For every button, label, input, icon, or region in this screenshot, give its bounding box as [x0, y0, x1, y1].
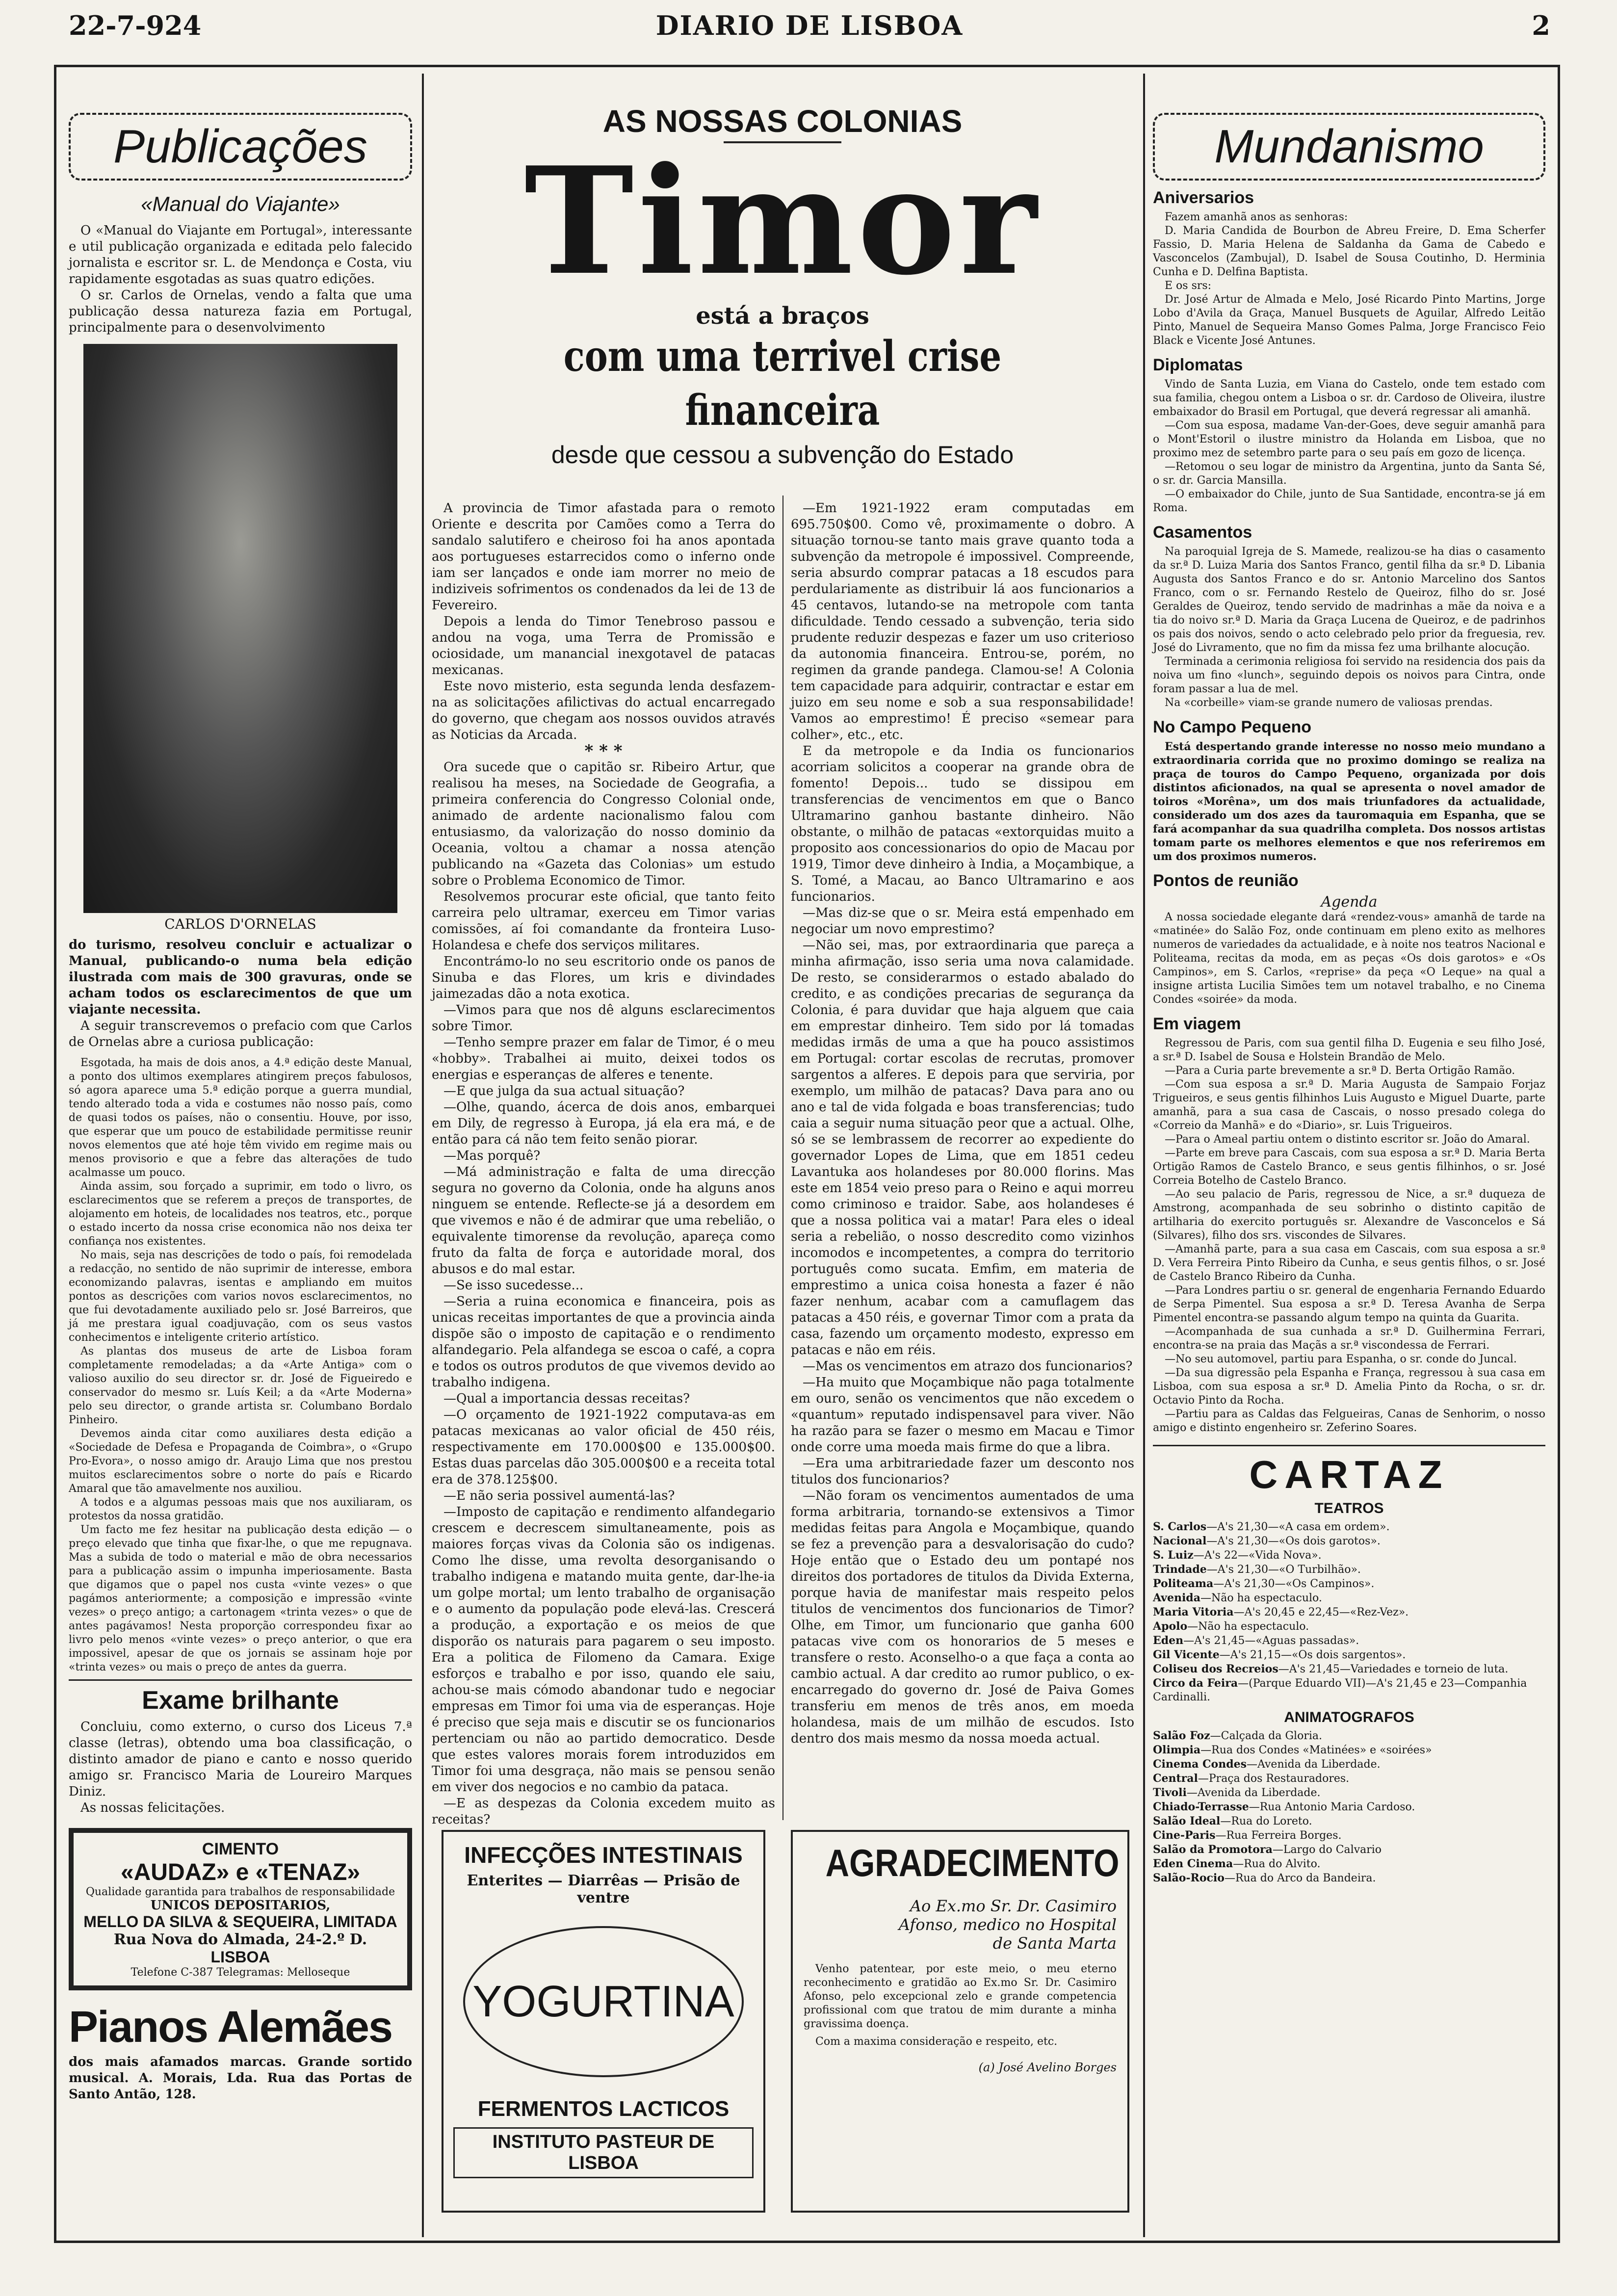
social-paragraph: —Ao seu palacio de Paris, regressou de Nice, a sr.ª duqueza de Amstrong, acompanhada de seu sobrinho o distinto capitão de artilharia do exercito português sr. Alexandre de Vasconcelos e Sá (Silvares), filho dos srs. viscondes de Silvares.	[1153, 1188, 1545, 1242]
listing-venue: S. Luiz	[1153, 1549, 1194, 1562]
article-paragraph: —E as despezas da Colonia excedem muito as receitas?	[432, 1796, 775, 1827]
listing-info: —A's 21,30—«A casa em ordem».	[1206, 1521, 1390, 1533]
listing-info: —Largo do Calvario	[1272, 1844, 1382, 1856]
article-paragraph: —Se isso sucedesse...	[443, 1278, 584, 1293]
photo-caption: CARLOS D'ORNELAS	[164, 916, 316, 932]
social-paragraph: —Da sua digressão pela Espanha e França, regressou à sua casa em Lisboa, com sua esposa a sr.ª D. Amelia Pinto da Rocha, o sr. dr. Octavio Pinto da Rocha.	[1153, 1367, 1545, 1407]
listing-venue: Salão Foz	[1153, 1729, 1210, 1742]
listing-venue: Cinema Condes	[1153, 1758, 1247, 1771]
ad-line: Qualidade garantida para trabalhos de responsabilidade	[85, 1886, 395, 1898]
mundanismo-banner: Mundanismo	[1153, 113, 1545, 181]
issue-date: 22-7-924	[69, 10, 202, 41]
article-paragraph: Depois a lenda do Timor Tenebroso passou e andou na voga, uma Terra de Promissão e ociosidade, um manancial inexgotavel de patacas mexicanas.	[432, 614, 775, 678]
manual-paragraph: O sr. Carlos de Ornelas, vendo a falta que uma publicação dessa natureza fazia em Portugal, principalmente para o desenvolvimento	[69, 288, 412, 335]
listing-info: —A's 21,30—«Os dois garotos».	[1206, 1535, 1381, 1547]
listing-row	[1153, 1577, 1545, 1591]
social-paragraph: —Com sua esposa, madame Van-der-Goes, deve seguir amanhã para o Mont'Estoril o ilustre ministro da Holanda em Lisboa, que no proximo mez de setembro parte para o seu país em gozo de licença.	[1153, 419, 1545, 459]
listing-venue: Coliseu dos Recreios	[1153, 1663, 1278, 1675]
listing-info: —Rua do Arco da Bandeira.	[1224, 1872, 1376, 1884]
listing-info: —A's 21,45—Variedades e torneio de luta.	[1278, 1663, 1509, 1675]
agrad-sign: (a) José Avelino Borges	[978, 2061, 1117, 2074]
preface-paragraph: Um facto me fez hesitar na publicação desta edição — o preço elevado que tinha que fixar-lhe, o que me repugnava. Mas a subida de todo o material e mão de obra necessarios para a publicação assim o impunha imperiosamente. Basta que digamos que o papel nos custa «vinte vezes» o que pagámos anteriormente; a composição e impressão «vinte vezes» o preço antigo; a cartonagem «trinta vezes» o que de antes pagávamos! Nesta proporção correspondeu fixar ao livro pelo menos «vinte vezes» o preço anterior, o que era impossivel, apesar de que os jornais se assinam hoje por «trinta vezes» ou mais o preço de antes da guerra.	[69, 1524, 412, 1673]
ad-line: Rua Nova do Almada, 24-2.º D.	[113, 1931, 367, 1948]
section-heading: Pontos de reunião	[1153, 871, 1299, 890]
social-paragraph: —Retomou o seu logar de ministro da Argentina, junto da Santa Sé, o sr. dr. Garcia Mansilla.	[1153, 461, 1545, 487]
listing-row	[1153, 1520, 1545, 1534]
portrait-photo	[83, 344, 397, 913]
preface-paragraph: As plantas dos museus de arte de Lisboa foram completamente remodeladas; a da «Arte Antiga» com o valioso auxilio do seu director sr. dr. José de Figueiredo e conservador do mesmo sr. Luís Keil; a da «Arte Moderna» pelo seu director, o grande artista sr. Columbano Bordalo Pinheiro.	[69, 1345, 412, 1426]
listing-info: —Rua do Alvito.	[1233, 1858, 1321, 1870]
newspaper-name: DIARIO DE LISBOA	[655, 10, 964, 41]
social-paragraph: —O embaixador do Chile, junto de Sua Santidade, encontra-se já em Roma.	[1153, 488, 1545, 514]
listing-row	[1153, 1800, 1545, 1814]
listing-venue: Trindade	[1153, 1563, 1207, 1576]
pianos-title: Pianos Alemães	[69, 2003, 392, 2052]
article-paragraph: —E que julga da sua actual situação?	[443, 1084, 685, 1098]
listing-info: —Avenida da Liberdade.	[1247, 1758, 1381, 1771]
section-stars: * * *	[584, 741, 623, 761]
exam-title: Exame brilhante	[142, 1686, 339, 1715]
article-paragraph: —Imposto de capitação e rendimento alfandegario crescem e decrescem simultaneamente, pois as maiores forças vivas da Colonia são os indigenas. Como lhe disse, uma revolta desorganisando o trabalho indigena e matando muita gente, dar-lhe-ia um golpe mortal; um lento trabalho de organisação e o aumento da população pode elevá-las. Crescerá a produção, a exportação e os meios de que disporão os naturais para pagarem o seu imposto. Era a politica de Filomeno da Camara. Exige esforços e trabalho e por isso, quando ele saiu, achou-se mais cómodo abandonar tudo e negociar empresas em Timor foi uma via de esperanças. Hoje é preciso que seja mais e discutir se os funcionarios pertenciam ou não ao partido democratico. Desde que estes valores morais forem introduzidos em Timor foi uma desgraça, não mais se pensou senão em viver dos negocios e no cambio da pataca.	[432, 1505, 775, 1795]
headline-sub2: com uma terrivel crise financeira	[563, 332, 1002, 435]
ad-cimento	[69, 1828, 412, 1990]
listing-row	[1153, 1605, 1545, 1619]
social-paragraph: —Com sua esposa a sr.ª D. Maria Augusta de Sampaio Forjaz Trigueiros, e seus gentis filhinhos Luis Augusto e Miguel Duarte, parte amanhã, para a sua casa de Cascais, o nosso presado colega do «Correio da Manhã» e do «Diario», sr. Luis Trigueiros.	[1153, 1078, 1545, 1132]
listing-venue: Chiado-Terrasse	[1153, 1800, 1249, 1813]
divider	[69, 1679, 412, 1681]
listing-venue: Salão Ideal	[1153, 1815, 1221, 1827]
social-paragraph: Terminada a cerimonia religiosa foi servido na residencia dos pais da noiva um fino «lunch», seguindo depois os noivos para Cintra, onde foram passar a lua de mel.	[1153, 655, 1545, 695]
listing-venue: Eden	[1153, 1634, 1184, 1647]
listing-row	[1153, 1828, 1545, 1843]
agrad-close: Com a maxima consideração e respeito, etc.	[815, 2035, 1058, 2048]
ad-line: Enterites — Diarrêas — Prisão de ventre	[467, 1872, 740, 1906]
exam-sign: As nossas felicitações.	[80, 1800, 225, 1815]
ad-line: UNICOS DEPOSITARIOS,	[150, 1898, 331, 1913]
publicacoes-banner: Publicações	[69, 113, 412, 181]
listing-venue: Cine-Paris	[1153, 1829, 1216, 1842]
listing-venue: Apolo	[1153, 1620, 1188, 1633]
ad-line: MELLO DA SILVA & SEQUEIRA, LIMITADA	[83, 1913, 397, 1931]
agrad-body: Venho patentear, por este meio, o meu eterno reconhecimento e gratidão ao Ex.mo Sr. Dr. Casimiro Afonso, pelo excepcional zelo e grande competencia profissional com que tratou de mim durante a minha gravissima doença.	[804, 1963, 1117, 2030]
kicker: AS NOSSAS COLONIAS	[602, 104, 963, 139]
listing-venue: Eden Cinema	[1153, 1857, 1233, 1870]
listing-row	[1153, 1676, 1545, 1704]
listing-info: —A's 21,45—«Aguas passadas».	[1183, 1635, 1359, 1647]
listing-row	[1153, 1563, 1545, 1577]
listing-row	[1153, 1648, 1545, 1662]
article-paragraph: Este novo misterio, esta segunda lenda desfazem-na as solicitações afilictivas do actual encarregado do governo, que chegam aos nossos ouvidos através as Noticias da Arcada.	[432, 679, 775, 742]
listing-venue: Circo da Feira	[1153, 1677, 1238, 1690]
manual-paragraph: A seguir transcrevemos o prefacio com que Carlos de Ornelas abre a curiosa publicação:	[69, 1018, 412, 1049]
headline-sub1: está a braços	[696, 302, 869, 330]
manual-title: «Manual do Viajante»	[141, 192, 340, 215]
ad-brand: YOGURTINA	[463, 1926, 744, 2077]
listing-venue: Salão da Promotora	[1153, 1843, 1273, 1856]
social-paragraph: D. Maria Candida de Bourbon de Abreu Freire, D. Ema Scherfer Fassio, D. Maria Helena de Saldanha da Gama de Cabedo e Vasconcelos (Zambujal), D. Isabel de Sousa Coutinho, D. Herminia Cunha e D. Delfina Baptista.	[1153, 225, 1545, 278]
article-column-2	[791, 500, 1134, 1815]
agrad-to: de Santa Marta	[992, 1934, 1117, 1953]
article-paragraph: —E não seria possivel aumentá-las?	[443, 1488, 675, 1503]
animatografos-heading: ANIMATOGRAFOS	[1284, 1709, 1414, 1725]
social-paragraph: Vindo de Santa Luzia, em Viana do Castelo, onde tem estado com sua familia, chegou ontem a Lisboa o sr. dr. Cardoso de Oliveira, ilustre embaixador do Brasil em Portugal, que deverá regressar ali amanhã.	[1153, 378, 1545, 418]
listing-row	[1153, 1772, 1545, 1786]
ad-yogurtina	[442, 1830, 765, 2213]
article-paragraph: —O orçamento de 1921-1922 computava-as em patacas mexicanas ao valor oficial de 450 réis, respectivamente em 170.000$00 e 135.000$00. Estas duas parcelas dão 305.000$00 e a receita total era de 378.125$00.	[432, 1408, 775, 1487]
social-paragraph: E os srs:	[1165, 280, 1212, 292]
listing-venue: Salão-Rocio	[1153, 1872, 1225, 1884]
social-paragraph: —Partiu para as Caldas das Felgueiras, Canas de Senhorim, o nosso amigo e distinto engenheiro sr. Zeferino Soares.	[1153, 1408, 1545, 1434]
listing-venue: Nacional	[1153, 1535, 1207, 1547]
listing-row	[1153, 1534, 1545, 1548]
article-paragraph: Resolvemos procurar este oficial, que tanto feito carreira pelo ultramar, exerceu em Timor varias comissões, aí foi comandante da fronteira Luso-Holandesa e chefe dos serviços militares.	[432, 889, 775, 953]
article-paragraph: E da metropole e da India os funcionarios acorriam solicitos a cooperar na grande obra de fomento! Depois... tudo se dissipou em transferencias de vencimentos em que o Banco Ultramarino ganhou bastante dinheiro. Não obstante, o milhão de patacas «extorquidas muito a proposito aos concessionarios do opio de Macau por 1919, Timor deve dinheiro à India, a Moçambique, a S. Tomé, a Macau, ao Banco Ultramarino e aos funcionarios.	[791, 744, 1134, 904]
listing-venue: Tivoli	[1153, 1786, 1187, 1799]
ad-line: LISBOA	[210, 1948, 270, 1966]
ad-line: INSTITUTO PASTEUR DE LISBOA	[453, 2127, 754, 2178]
article-paragraph: —Não sei, mas, por extraordinaria que pareça a minha afirmação, isso seria uma nova calamidade. De resto, se considerarmos o estado abalado do credito, e as condições precarias de segurança da Colonia, é para duvidar que haja alguem que caia em emprestar dinheiro. Tem sido por lá tomadas medidas irmãs de uma a que ha pouco assistimos em Portugal: cortar escolas de recrutas, promover sargentos a alferes. E depois para que serviria, por exemplo, um milhão de patacas? Dava para ano ou ano e tal de vida folgada e boas transferencias; tudo caia a seguir numa situação peor que a actual. Olhe, só se se lembrassem de recorrer ao expediente do governador Lopes de Lima, que em 1851 cedeu Lavantuka aos holandeses por 80.000 florins. Mas este em 1854 veio preso para o Reino e aqui morreu como criminoso e traidor. Sabe, aos holandeses é que a nossa politica vai a matar! Para eles o ideal seria a rebelião, o nosso descredito como vizinhos incomodos e incompetentes, a compra do territorio português como sucata. Emfim, em materia de emprestimo a unica coisa honesta a fazer é não fazer nenhum, acabar com a camuflagem das patacas a 450 réis, e governar Timor com a prata da casa, fazendo um orçamento modesto, expresso em patacas e não em réis.	[791, 938, 1134, 1357]
pianos-text: dos mais afamados marcas. Grande sortido musical. A. Morais, Lda. Rua das Portas de Santo Antão, 128.	[69, 2055, 412, 2102]
listing-venue: Maria Vitoria	[1153, 1606, 1234, 1618]
social-paragraph: Dr. José Artur de Almada e Melo, José Ricardo Pinto Martins, Jorge Lobo d'Avila da Graça, Manuel Busquets de Aguilar, Alfredo Leitão Pinto, Manuel de Sequeira Manso Gomes Palma, Jorge Francisco Feio Black e Vicente José Antunes.	[1153, 293, 1545, 347]
social-paragraph: —Para Londres partiu o sr. general de engenharia Fernando Eduardo de Serpa Pimentel. Sua esposa a sr.ª D. Teresa Avanha de Serpa Pimentel encontra-se passando algum tempo na quinta da Guarita.	[1153, 1284, 1545, 1324]
preface-paragraph: A todos e a algumas pessoas mais que nos auxiliaram, os protestos da nossa gratidão.	[69, 1496, 412, 1522]
article-paragraph: —Mas os vencimentos em atrazo dos funcionarios?	[803, 1359, 1133, 1374]
listing-row	[1153, 1871, 1545, 1885]
masthead	[69, 10, 1550, 54]
listing-row	[1153, 1591, 1545, 1605]
article-paragraph: —Má administração e falta de uma direcção segura no governo da Colonia, onde ha alguns anos ninguem se entende. Reflecte-se já a desordem em que vivemos e não é de admirar que uma rebelião, o equivalente timorense da revolução, apareça como fruto da falta de força e autoridade moral, dos abusos e do mal estar.	[432, 1165, 775, 1277]
listing-venue: Central	[1153, 1772, 1198, 1785]
headline-title: Timor	[524, 134, 1041, 308]
listing-venue: S. Carlos	[1153, 1520, 1207, 1533]
animatografos-list	[1153, 1729, 1545, 1885]
preface	[69, 1056, 412, 1674]
listing-info: —A's 22—«Vida Nova».	[1193, 1549, 1322, 1562]
social-paragraph: —Para o Ameal partiu ontem o distinto escritor sr. João do Amaral.	[1165, 1133, 1530, 1146]
social-paragraph: —Acompanhada de sua cunhada a sr.ª D. Guilhermina Ferrari, encontra-se na praia das Maçãs a sr.ª viscondessa de Ferrari.	[1153, 1326, 1545, 1352]
preface-paragraph: Devemos ainda citar como auxiliares desta edição a «Sociedade de Defesa e Propaganda de Coimbra», o «Grupo Pro-Evora», o nosso amigo dr. Araujo Lima que nos prestou muitos esclarecimentos sobre o norte do país e Ricardo Amaral que tão amavelmente nos auxiliou.	[69, 1428, 412, 1495]
left-column	[69, 78, 412, 2227]
social-paragraph: Na «corbeille» viam-se grande numero de valiosas prendas.	[1165, 697, 1493, 709]
article-column-1	[432, 500, 775, 1827]
article-paragraph: —Vimos para que nos dê alguns esclarecimentos sobre Timor.	[432, 1003, 775, 1034]
listing-info: —A's 21,15—«Os dois sargentos».	[1219, 1649, 1406, 1661]
article-paragraph: —Ha muito que Moçambique não paga totalmente em ouro, senão os vencimentos que não excedem o «quantum» reputado indispensavel para viver. Não ha razão para se fazer o mesmo em Macau e Timor onde corre uma moeda mais firme do que a libra.	[791, 1375, 1134, 1455]
column-rule	[1143, 74, 1145, 2237]
manual-paragraph: do turismo, resolveu concluir e actualizar o Manual, publicando-o numa bela edição ilustrada com mais de 300 gravuras, onde se acham todos os esclarecimentos de que um viajante necessita.	[69, 938, 412, 1017]
article-paragraph: —Seria a ruina economica e financeira, pois as unicas receitas importantes de que a provincia ainda dispõe são o imposto de capitação e o rendimento alfandegario. Pela alfandega se escoa o café, a copra e todos os outros produtos de que vivemos devido ao trabalho indigena.	[432, 1294, 775, 1390]
preface-paragraph: Ainda assim, sou forçado a suprimir, em todo o livro, os esclarecimentos que se referem a preços de transportes, de alojamento em hoteis, de localidades nos teatros, etc., porque o estado incerto da nossa crise economica não nos deixa ter confiança nos existentes.	[69, 1180, 412, 1248]
preface-paragraph: No mais, seja nas descrições de todo o país, foi remodelada a redacção, no sentido de não suprimir de interesse, embora economizando palavras, isentas e ampliando em muitos pontos as descrições com varios novos esclarecimentos, no que fui devotadamente auxiliado pelo sr. José Barreiros, que já me prestara igual coadjuvação, com os seus vastos conhecimentos e inteligente criterio artístico.	[69, 1249, 412, 1344]
listing-row	[1153, 1634, 1545, 1648]
listing-venue: Gil Vicente	[1153, 1648, 1220, 1661]
manual-paragraph: O «Manual do Viajante em Portugal», interessante e util publicação organizada e editada pelo falecido jornalista e escritor sr. L. de Mendonça e Costa, viu rapidamente esgotadas as suas quatro edições.	[69, 223, 412, 287]
listing-info: —Praça dos Restauradores.	[1198, 1773, 1350, 1785]
listing-venue: Olimpia	[1153, 1744, 1201, 1756]
listing-row	[1153, 1662, 1545, 1676]
center-headline	[432, 78, 1133, 500]
social-paragraph: —No seu automovel, partiu para Espanha, o sr. conde do Juncal.	[1165, 1353, 1517, 1365]
column-rule	[782, 496, 783, 1820]
listing-row	[1153, 1548, 1545, 1563]
section-heading: No Campo Pequeno	[1153, 718, 1312, 736]
listing-row	[1153, 1786, 1545, 1800]
article-paragraph: —Qual a importancia dessas receitas?	[443, 1391, 690, 1406]
section-heading: Casamentos	[1153, 523, 1252, 542]
listing-info: —A's 20,45 e 22,45—«Rez-Vez».	[1233, 1606, 1409, 1618]
social-paragraph: A nossa sociedade elegante dará «rendez-vous» amanhã de tarde na «matinée» do Salão Foz, onde continuam em pleno exito as melhores numeros de variedades da actualidade, e à noite nos teatros Nacional e Politeama, recitas da moda, em as peças «Os dois garotos» e «Os Campinos», em S. Carlos, «reprise» da peça «O Leque» na qual a insigne artista Lucilia Simões tem um notavel trabalho, e no Cinema Condes «soirée» da moda.	[1153, 911, 1545, 1006]
listing-info: —Rua do Loreto.	[1220, 1815, 1312, 1827]
article-paragraph: —Em 1921-1922 eram computadas em 695.750$00. Como vê, proximamente o dobro. A situação tornou-se tanto mais grave quanto toda a subvenção da metropole é impossivel. Compreende, seria absurdo comprar patacas a 18 escudos para perdulariamente as distribuir lá aos funcionarios a 45 centavos, lutando-se na metropole com tanta dificuldade. Tendo cessado a subvenção, teria sido prudente reduzir despezas e fazer um uso criterioso da autonomia financeira. Entrou-se, porém, no regimen da grande pandega. Clamou-se! A Colonia tem capacidade para adquirir, contractar e estar em juizo em seu nome e sob a sua responsabilidade! Vamos ao emprestimo! É preciso «semear para colher», etc., etc.	[791, 501, 1134, 742]
listing-row	[1153, 1843, 1545, 1857]
social-paragraph: Regressou de Paris, com sua gentil filha D. Eugenia e seu filho José, a sr.ª D. Isabel de Sousa e Holstein Brandão de Melo.	[1153, 1037, 1545, 1063]
social-paragraph: Está despertando grande interesse no nosso meio mundano a extraordinaria corrida que no proximo domingo se realiza na praça de touros do Campo Pequeno, organizada por dois distintos aficionados, na qual se apresenta o novel amador de toiros «Morêna», um dos mais triunfadores da actualidade, considerado um dos azes da tauromaquia em Espanha, que se fará acompanhar da sua quadrilha completa. Dos nossos artistas tomam parte os melhores elementos e que nos referiremos em um dos proximos numeros.	[1153, 740, 1545, 863]
listing-info: —Rua Ferreira Borges.	[1215, 1829, 1342, 1842]
article-paragraph: —Olhe, quando, ácerca de dois anos, embarquei em Dily, de regresso à Europa, já ela era má, e de então para cá não tem feito senão piorar.	[432, 1100, 775, 1147]
ad-line: INFECÇÕES INTESTINAIS	[464, 1842, 743, 1868]
social-paragraph: —Parte em breve para Cascais, com sua esposa a sr.ª D. Maria Berta Ortigão Ramos de Castelo Branco, e seus gentis filhinhos, o sr. José Correia Botelho de Castelo Branco.	[1153, 1147, 1545, 1187]
article-paragraph: —Mas porquê?	[443, 1148, 541, 1163]
listing-row	[1153, 1814, 1545, 1828]
agradecimento-notice	[791, 1830, 1129, 2213]
social-paragraph: —Para a Curia parte brevemente a sr.ª D. Berta Ortigão Ramão.	[1165, 1065, 1515, 1077]
social-paragraph: Na paroquial Igreja de S. Mamede, realizou-se ha dias o casamento da sr.ª D. Luiza Maria dos Santos Franco, gentil filha da sr.ª D. Libania Augusta dos Santos Franco e do sr. Antonio Marcelino dos Santos Franco, com o sr. Fernando Restelo de Queiroz, filho do sr. José Geraldes de Queiroz, tendo servido de madrinhas a mãe da noiva e a tia do noivo sr.ª D. Maria da Graça Lucena de Queiroz, e de padrinhos os pais dos noivos, sendo o acto celebrado pelo prior da freguesia, rev. José do Livramento, que no fim da missa fez uma brilhante alocução.	[1153, 546, 1545, 654]
listing-info: —(Parque Eduardo VII)—A's 21,45 e 23—Companhia Cardinalli.	[1153, 1677, 1527, 1703]
listing-info: —Rua Antonio Maria Cardoso.	[1249, 1801, 1415, 1813]
listing-venue: Avenida	[1153, 1592, 1200, 1604]
exam-text: Concluiu, como externo, o curso dos Liceus 7.ª classe (letras), obtendo uma boa classificação, o distinto amador de piano e canto e nosso querido amigo sr. Francisco Maria de Loureiro Marques Diniz.	[69, 1720, 412, 1799]
agrad-to: Afonso, medico no Hospital	[898, 1915, 1117, 1934]
social-paragraph: —Amanhã parte, para a sua casa em Cascais, com sua esposa a sr.ª D. Vera Ferreira Pinto Ribeiro da Cunha, e seus gentis filhos, o sr. José de Castelo Branco Ribeiro da Cunha.	[1153, 1243, 1545, 1283]
teatros-heading: TEATROS	[1314, 1500, 1384, 1516]
section-heading: Aniversarios	[1153, 188, 1254, 207]
agrad-to: Ao Ex.mo Sr. Dr. Casimiro	[910, 1897, 1117, 1915]
headline-sub3: desde que cessou a subvenção do Estado	[551, 441, 1014, 469]
listing-venue: Politeama	[1153, 1577, 1214, 1590]
listing-info: —A's 21,30—«O Turbilhão».	[1206, 1564, 1361, 1576]
listing-row	[1153, 1743, 1545, 1757]
listing-info: —Calçada da Gloria.	[1210, 1730, 1322, 1742]
article-paragraph: —Tenho sempre prazer em falar de Timor, é o meu «hobby». Trabalhei ai muito, deixei todos os energias e esperanças de alferes e tenente.	[432, 1035, 775, 1082]
article-paragraph: —Não foram os vencimentos aumentados de uma forma arbitraria, tornando-se extensivos a Timor medidas feitas para Angola e Moçambique, quando se fez a prevenção para a desvalorisação do cudo? Hoje então que o Estado deu um pontapé nos direitos dos portadores de titulos da Divida Externa, porque havia de manifestar mais respeito pelos titulos de vencimentos dos funcionarios de Timor? Olhe, em Timor, um funcionario que ganha 600 patacas vive com os honorarios de 5 meses e transfere o resto. Aconselho-o a que faça a conta ao cambio actual. A dar credito ao rumor publico, o ex-encarregado do governo dr. José de Paiva Gomes transferiu em menos de três anos, em moeda holandesa, mais de um milhão de escudos. Isto dentro dos mais mesmo da nossa moeda actual.	[791, 1488, 1134, 1746]
listing-row	[1153, 1619, 1545, 1634]
ad-line: CIMENTO	[202, 1840, 279, 1858]
ad-line: Telefone C-387 Telegramas: Melloseque	[130, 1966, 350, 1979]
preface-paragraph: Esgotada, ha mais de dois anos, a 4.ª edição deste Manual, a ponto dos ultimos exemplares atingirem preços fabulosos, só agora aparece uma 5.ª edição porque a guerra mundial, tendo alterado toda a vida e costumes não nosso país, como de quasi todos os países, não o consentiu. Houve, por isso, que esperar que um pouco de estabilidade permitisse reunir novos elementos que até hoje têm vivido em regime mais ou menos provisorio e que a febre das alterações de tudo acalmasse um pouco.	[69, 1057, 412, 1179]
article-paragraph: —Mas diz-se que o sr. Meira está empenhado em negociar um novo emprestimo?	[791, 906, 1134, 937]
listing-info: —Rua dos Condes «Matinées» e «soirées»	[1200, 1744, 1432, 1756]
article-paragraph: Ora sucede que o capitão sr. Ribeiro Artur, que realisou ha meses, na Sociedade de Geografia, a primeira conferencia do Congresso Colonial onde, animado de ardente nacionalismo falou com entusiasmo, da valorização do nosso dominio da Oceania, voltou a chamar a nossa atenção publicando na «Gazeta das Colonias» um estudo sobre o Problema Economico de Timor.	[432, 760, 775, 888]
agenda-label: Agenda	[1321, 893, 1378, 911]
page-number: 2	[1532, 10, 1550, 41]
article-paragraph: A provincia de Timor afastada para o remoto Oriente e descrita por Camões como a Terra do sandalo salutifero e cheiroso foi ha anos apontada aos portugueses estarrecidos como o inferno onde iam ser lançados e onde iam morrer no meio de indiziveis sofrimentos os condenados da lei de 13 de Fevereiro.	[432, 501, 775, 613]
divider	[1153, 1445, 1545, 1446]
right-column	[1153, 78, 1545, 2227]
listing-info: —Não ha espectaculo.	[1187, 1620, 1309, 1633]
article-paragraph: Encontrámo-lo no seu escritorio onde os panos de Sinuba e das Flores, um kris e divindades jaimezadas dão a nota exotica.	[432, 954, 775, 1001]
listing-row	[1153, 1857, 1545, 1871]
listing-row	[1153, 1757, 1545, 1772]
section-heading: Diplomatas	[1153, 356, 1243, 374]
teatros-list	[1153, 1520, 1545, 1704]
ad-line: «AUDAZ» e «TENAZ»	[120, 1859, 361, 1885]
listing-info: —A's 21,30—«Os Campinos».	[1213, 1578, 1375, 1590]
listing-info: —Avenida da Liberdade.	[1186, 1787, 1321, 1799]
column-rule	[422, 74, 424, 2237]
ad-line: FERMENTOS LACTICOS	[477, 2097, 730, 2121]
social-paragraph: Fazem amanhã anos as senhoras:	[1165, 211, 1348, 223]
section-heading: Em viagem	[1153, 1015, 1241, 1033]
cartaz-title: CARTAZ	[1249, 1453, 1449, 1496]
listing-info: —Não ha espectaculo.	[1200, 1592, 1322, 1604]
article-paragraph: —Era uma arbitrariedade fazer um desconto nos titulos dos funcionarios?	[791, 1456, 1134, 1487]
agrad-title: AGRADECIMENTO	[825, 1841, 1120, 1884]
listing-row	[1153, 1729, 1545, 1743]
